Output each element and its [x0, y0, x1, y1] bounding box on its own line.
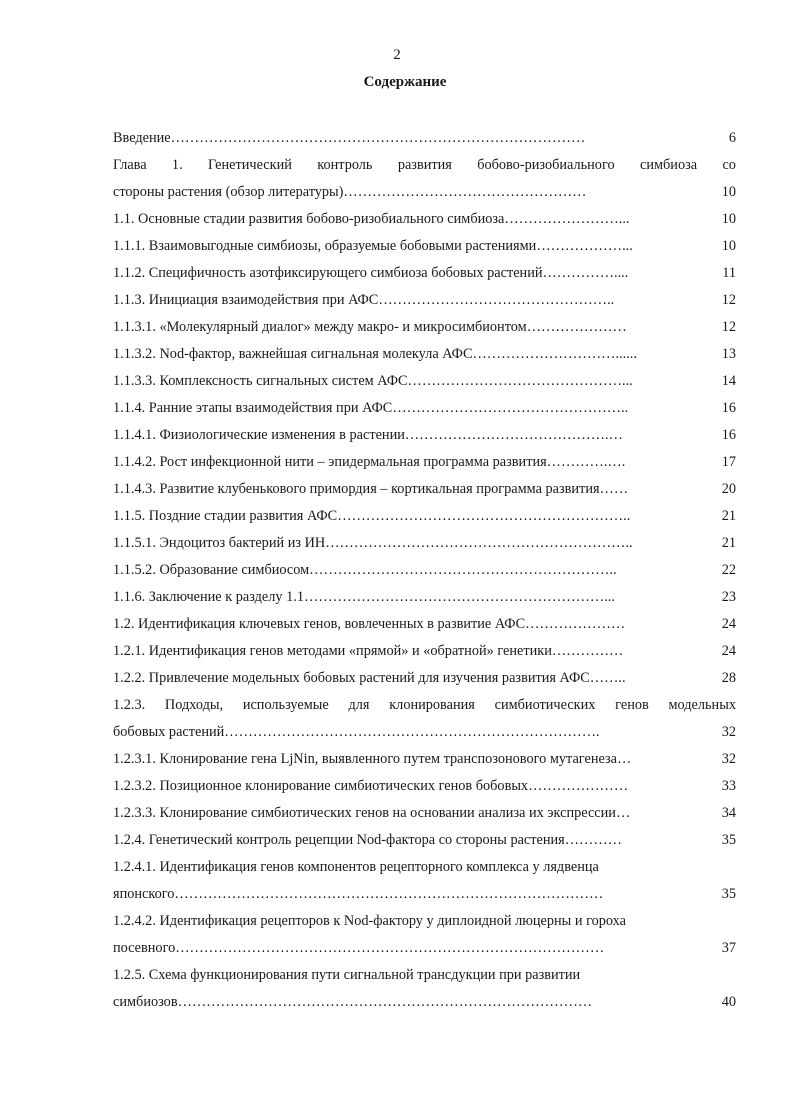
toc-entry-title: 1.1.1. Взаимовыгодные симбиозы, образуемые бобовыми растениями………………... [113, 238, 633, 254]
toc-line [113, 828, 736, 855]
toc-word: симбиоза [639, 157, 698, 173]
toc-page-number: 21 [721, 535, 736, 551]
toc-line [113, 261, 736, 288]
toc-entry-title: 1.2.3.2. Позиционное клонирование симбиотических генов бобовых………………… [113, 778, 629, 794]
toc-entry-title: 1.2. Идентификация ключевых генов, вовлеченных в развитие АФС………………… [113, 616, 626, 632]
toc-word: для [348, 697, 370, 713]
toc-page-number: 24 [721, 643, 736, 659]
toc-entry-title: Введение…………………………………………………………………………… [113, 130, 586, 146]
toc-word: симбиотических [494, 697, 596, 713]
toc-line [113, 693, 736, 720]
toc-line [113, 153, 736, 180]
toc-page-number: 14 [721, 373, 736, 389]
toc-line [113, 234, 736, 261]
toc-entry-title: 1.2.4.2. Идентификация рецепторов к Nod-фактору у диплоидной люцерны и гороха [113, 913, 626, 929]
toc-page-number: 6 [728, 130, 736, 146]
toc-entry-title: 1.1.3. Инициация взаимодействия при АФС………………………………………….. [113, 292, 615, 308]
toc-entry-title: посевного……………………………………………………………………………… [113, 940, 605, 956]
toc-entry-title: 1.2.3.3. Клонирование симбиотических генов на основании анализа их экспрессии… [113, 805, 631, 821]
toc-page-number: 33 [721, 778, 736, 794]
toc-word: генов [615, 697, 649, 713]
toc-entry-title: 1.1.5. Поздние стадии развития АФС…………………………………………………….. [113, 508, 631, 524]
toc-entry-title: 1.1.6. Заключение к разделу 1.1………………………………………………………... [113, 589, 615, 605]
toc-word: бобово-ризобиального [477, 157, 615, 173]
toc-word: клонирования [389, 697, 475, 713]
toc-page-number: 21 [721, 508, 736, 524]
toc-word: со [722, 157, 736, 173]
toc-line [113, 558, 736, 585]
toc-entry-title: 1.1.2. Специфичность азотфиксирующего симбиоза бобовых растений…………….... [113, 265, 629, 281]
toc-line [113, 396, 736, 423]
toc-page-number: 28 [721, 670, 736, 686]
toc-entry-title: 1.2.1. Идентификация генов методами «прямой» и «обратной» генетики…………… [113, 643, 624, 659]
toc-line [113, 720, 736, 747]
toc-word: Генетический [208, 157, 292, 173]
toc-entry-title: симбиозов…………………………………………………………………………… [113, 994, 593, 1010]
toc-line [113, 639, 736, 666]
toc-line [113, 504, 736, 531]
toc-page-number: 10 [721, 184, 736, 200]
toc-entry-title: 1.1. Основные стадии развития бобово-ризобиального симбиоза……………………... [113, 211, 630, 227]
toc-line [113, 585, 736, 612]
toc-word: Глава [113, 157, 147, 173]
toc-page-number: 11 [722, 265, 736, 281]
toc-line [113, 774, 736, 801]
toc-entry-title [113, 157, 736, 174]
toc-entry-title: 1.1.4.2. Рост инфекционной нити – эпидермальная программа развития………….…. [113, 454, 626, 470]
toc-line [113, 909, 736, 936]
toc-line [113, 801, 736, 828]
table-of-contents [113, 126, 736, 1017]
toc-entry-title: 1.1.5.1. Эндоцитоз бактерий из ИН……………………………………………………….. [113, 535, 633, 551]
toc-line [113, 207, 736, 234]
toc-line [113, 855, 736, 882]
toc-line [113, 369, 736, 396]
toc-word: используемые [242, 697, 329, 713]
toc-word: Подходы, [164, 697, 224, 713]
toc-line [113, 963, 736, 990]
toc-page-number: 16 [721, 400, 736, 416]
toc-entry-title: стороны растения (обзор литературы)…………………………………………… [113, 184, 587, 200]
toc-line [113, 315, 736, 342]
toc-line [113, 612, 736, 639]
toc-entry-title: 1.2.4. Генетический контроль рецепции Nod-фактора со стороны растения………… [113, 832, 622, 848]
toc-page-number: 16 [721, 427, 736, 443]
toc-entry-title: 1.1.3.2. Nod-фактор, важнейшая сигнальная молекула АФС…………………………...... [113, 346, 637, 362]
toc-line [113, 531, 736, 558]
toc-page-number: 34 [721, 805, 736, 821]
toc-word: модельных [668, 697, 736, 713]
toc-entry-title: 1.1.4. Ранние этапы взаимодействия при АФС………………………………………….. [113, 400, 629, 416]
toc-entry-title: 1.2.2. Привлечение модельных бобовых растений для изучения развития АФС…….. [113, 670, 626, 686]
toc-page-number: 12 [721, 292, 736, 308]
toc-page-number: 17 [721, 454, 736, 470]
toc-word: контроль [317, 157, 373, 173]
toc-page-number: 35 [721, 832, 736, 848]
toc-page-number: 22 [721, 562, 736, 578]
toc-page-number: 23 [721, 589, 736, 605]
toc-entry-title: 1.2.4.1. Идентификация генов компонентов рецепторного комплекса у лядвенца [113, 859, 599, 875]
toc-entry-title: 1.1.4.3. Развитие клубенькового примордия – кортикальная программа развития…… [113, 481, 629, 497]
toc-entry-title: бобовых растений……………………………………………………………………. [113, 724, 600, 740]
toc-page-number: 10 [721, 211, 736, 227]
toc-line [113, 423, 736, 450]
toc-line [113, 936, 736, 963]
toc-entry-title [113, 697, 736, 714]
toc-page-number: 10 [721, 238, 736, 254]
toc-page-number: 20 [721, 481, 736, 497]
toc-page-number: 24 [721, 616, 736, 632]
toc-line [113, 990, 736, 1017]
toc-entry-title: 1.1.3.1. «Молекулярный диалог» между макро- и микросимбионтом………………… [113, 319, 627, 335]
toc-page-number: 32 [721, 751, 736, 767]
toc-line [113, 288, 736, 315]
toc-line [113, 180, 736, 207]
toc-page-number: 35 [721, 886, 736, 902]
toc-line [113, 747, 736, 774]
toc-page-number: 13 [721, 346, 736, 362]
toc-page-number: 37 [721, 940, 736, 956]
toc-entry-title: японского……………………………………………………………………………… [113, 886, 604, 902]
toc-word: 1.2.3. [113, 697, 146, 713]
toc-entry-title: 1.2.3.1. Клонирование гена LjNin, выявленного путем транспозонового мутагенеза… [113, 751, 632, 767]
toc-entry-title: 1.1.4.1. Физиологические изменения в растении…………………………………….… [113, 427, 623, 443]
page-title: Содержание [363, 74, 447, 90]
toc-word: 1. [171, 157, 183, 173]
toc-entry-title: 1.1.3.3. Комплексность сигнальных систем АФС………………………………………... [113, 373, 633, 389]
toc-page-number: 32 [721, 724, 736, 740]
toc-entry-title: 1.1.5.2. Образование симбиосом……………………………………………………….. [113, 562, 617, 578]
toc-word: развития [397, 157, 452, 173]
toc-line [113, 666, 736, 693]
toc-line [113, 450, 736, 477]
page-number: 2 [393, 47, 401, 63]
toc-page-number: 40 [721, 994, 736, 1010]
toc-entry-title: 1.2.5. Схема функционирования пути сигнальной трансдукции при развитии [113, 967, 581, 983]
toc-line [113, 342, 736, 369]
toc-page-number: 12 [721, 319, 736, 335]
toc-line [113, 882, 736, 909]
toc-line [113, 477, 736, 504]
toc-line [113, 126, 736, 153]
